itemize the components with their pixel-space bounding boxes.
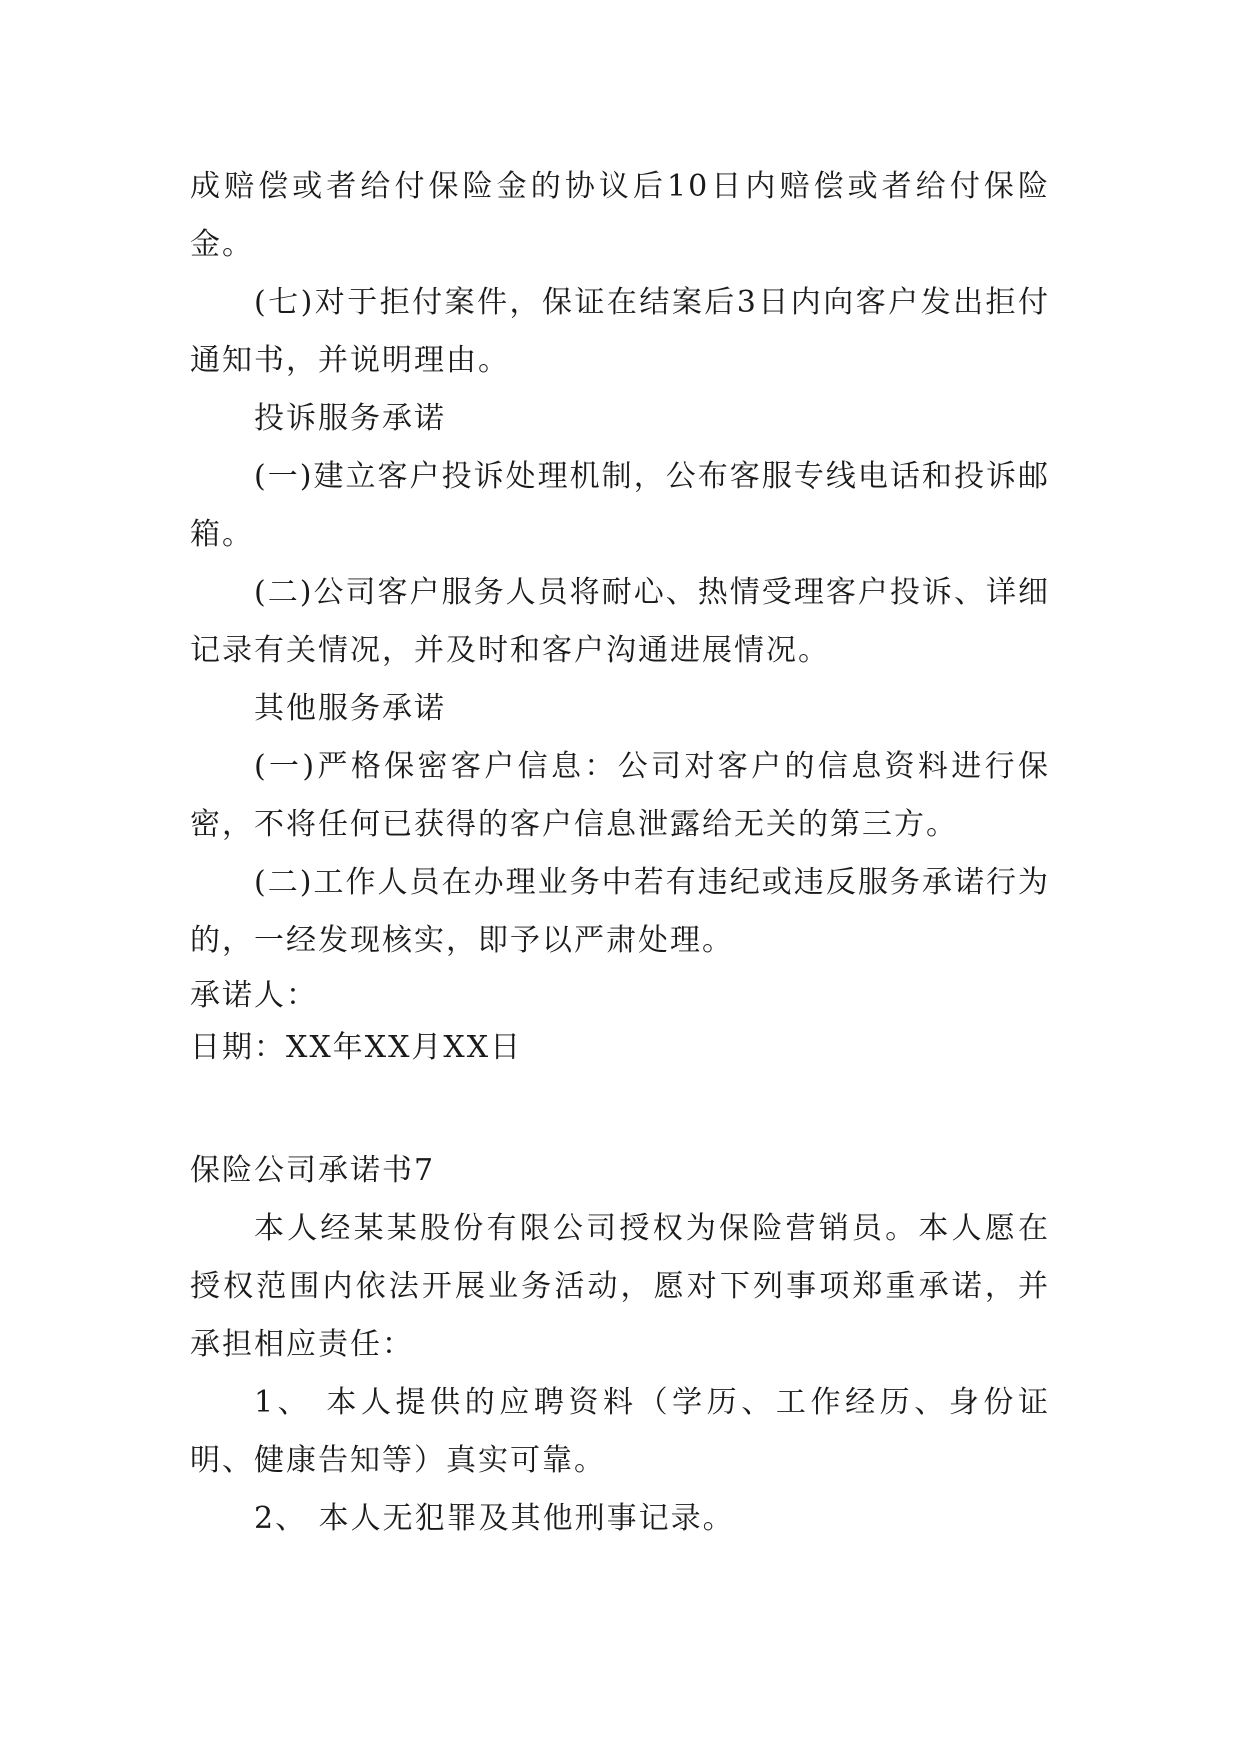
document-body (190, 158, 1050, 1548)
section-gap (190, 1074, 1050, 1142)
signer-label: 承诺人： (190, 978, 318, 1013)
paragraph-confidentiality: (一)严格保密客户信息：公司对客户的信息资料进行保密，不将任何已获得的客户信息泄露给无关的第三方。 (190, 749, 1050, 842)
section-title: 保险公司承诺书7 (190, 1153, 436, 1188)
paragraph-complaint-mechanism: (一)建立客户投诉处理机制，公布客服专线电话和投诉邮箱。 (190, 459, 1050, 552)
paragraph-discipline: (二)工作人员在办理业务中若有违纪或违反服务承诺行为的，一经发现核实，即予以严肃处理。 (190, 865, 1050, 958)
list-item-criminal-record: 2、 本人无犯罪及其他刑事记录。 (254, 1501, 735, 1536)
date-line: 日期：XX年XX月XX日 (190, 1030, 523, 1065)
paragraph-claim-payment: 成赔偿或者给付保险金的协议后10日内赔偿或者给付保险金。 (190, 169, 1050, 262)
paragraph-refusal-notice: (七)对于拒付案件，保证在结案后3日内向客户发出拒付通知书，并说明理由。 (190, 285, 1050, 378)
paragraph-authorization: 本人经某某股份有限公司授权为保险营销员。本人愿在授权范围内依法开展业务活动，愿对下列事项郑重承诺，并承担相应责任： (190, 1211, 1050, 1362)
heading-complaint-commitment: 投诉服务承诺 (254, 401, 446, 436)
paragraph-complaint-handling: (二)公司客户服务人员将耐心、热情受理客户投诉、详细记录有关情况，并及时和客户沟通进展情况。 (190, 575, 1050, 668)
list-item-application-materials: 1、 本人提供的应聘资料（学历、工作经历、身份证明、健康告知等）真实可靠。 (190, 1385, 1050, 1478)
heading-other-commitment: 其他服务承诺 (254, 691, 446, 726)
